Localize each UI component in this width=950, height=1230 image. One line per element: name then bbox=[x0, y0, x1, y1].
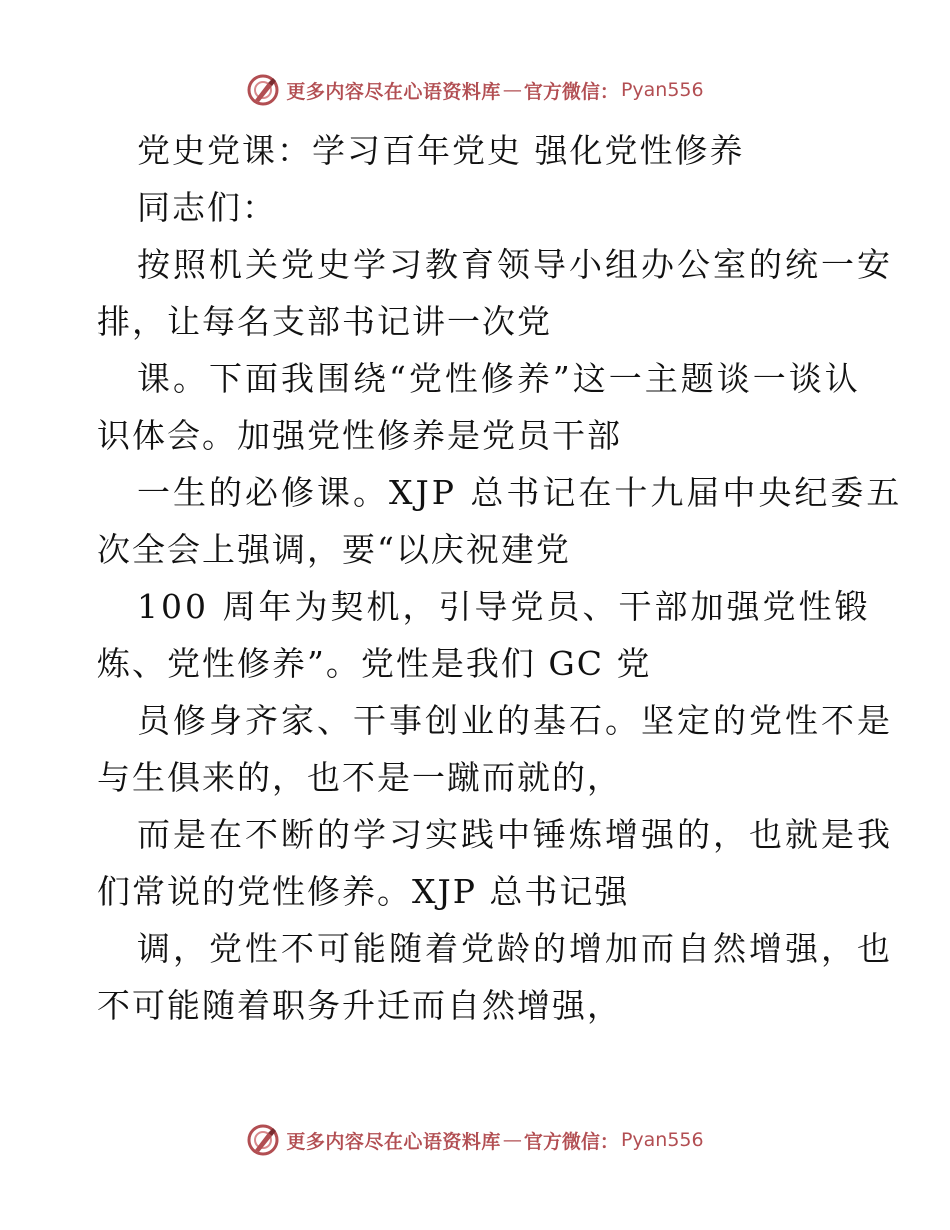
paragraph-line: 们常说的党性修养。XJP 总书记强 bbox=[97, 872, 630, 911]
paragraph-line: 按照机关党史学习教育领导小组办公室的统一安 bbox=[137, 245, 893, 284]
paragraph-line: 调，党性不可能随着党龄的增加而自然增强，也 bbox=[137, 929, 893, 968]
watermark-id: Pyan556 bbox=[620, 79, 704, 101]
watermark-main-text: 更多内容尽在心语资料库 bbox=[286, 1130, 501, 1153]
paragraph-line: 员修身齐家、干事创业的基石。坚定的党性不是 bbox=[137, 701, 893, 740]
watermark-separator: — bbox=[502, 79, 522, 101]
paragraph-line: 炼、党性修养”。党性是我们 GC 党 bbox=[97, 644, 652, 683]
watermark-sub-text: 官方微信： bbox=[523, 1130, 619, 1153]
watermark-separator: — bbox=[502, 1129, 522, 1151]
paragraph-line: 识体会。加强党性修养是党员干部 bbox=[97, 416, 622, 455]
paragraph-line: 而是在不断的学习实践中锤炼增强的，也就是我 bbox=[137, 815, 893, 854]
document-title: 党史党课：学习百年党史 强化党性修养 bbox=[137, 131, 745, 170]
paragraph-line: 一生的必修课。XJP 总书记在十九届中央纪委五 bbox=[137, 473, 903, 512]
greeting: 同志们： bbox=[137, 188, 277, 227]
paragraph-line: 与生俱来的，也不是一蹴而就的， bbox=[97, 758, 622, 797]
pen-nib-circle-icon bbox=[246, 73, 280, 107]
paragraph-line: 排，让每名支部书记讲一次党 bbox=[97, 302, 552, 341]
watermark-id: Pyan556 bbox=[620, 1129, 704, 1151]
paragraph-line: 不可能随着职务升迁而自然增强， bbox=[97, 986, 622, 1025]
pen-nib-circle-icon bbox=[246, 1123, 280, 1157]
paragraph-line: 课。下面我围绕“党性修养”这一主题谈一谈认 bbox=[137, 359, 861, 398]
document-body bbox=[97, 122, 903, 1034]
footer-watermark bbox=[0, 1120, 950, 1160]
watermark-sub-text: 官方微信： bbox=[523, 80, 619, 103]
paragraph-line: 100 周年为契机，引导党员、干部加强党性锻 bbox=[137, 587, 871, 626]
watermark-main-text: 更多内容尽在心语资料库 bbox=[286, 80, 501, 103]
paragraph-line: 次全会上强调，要“以庆祝建党 bbox=[97, 530, 571, 569]
header-watermark bbox=[0, 70, 950, 110]
